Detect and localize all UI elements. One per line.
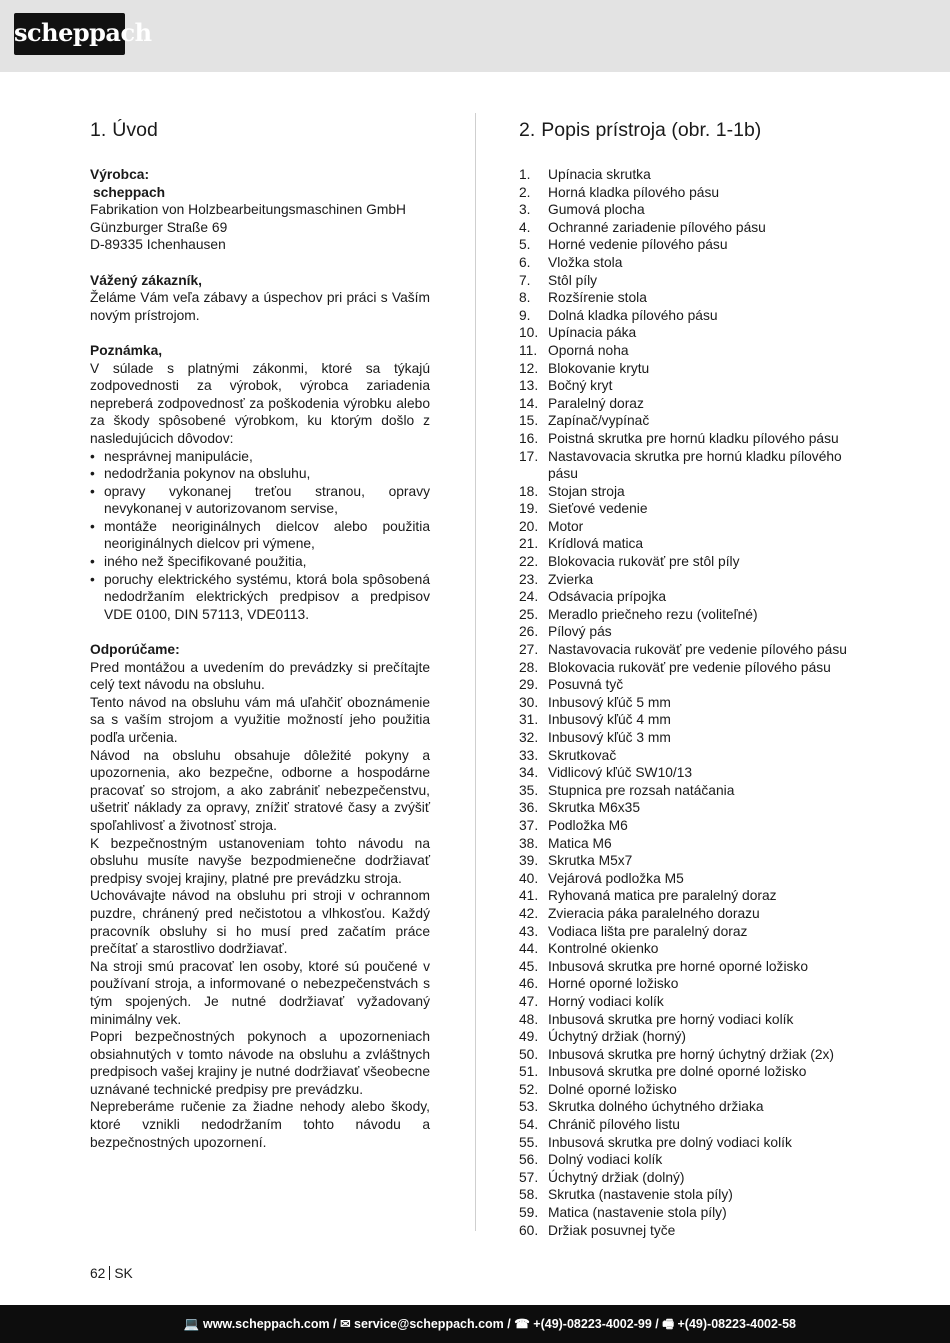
part-number: 45. — [519, 958, 539, 974]
part-number: 20. — [519, 518, 539, 534]
part-number: 37. — [519, 817, 539, 833]
part-name: Inbusová skrutka pre dolné oporné ložisko — [548, 1064, 807, 1080]
recommend-paragraph: Tento návod na obsluhu vám má uľahčiť oboznámenie sa s vaším strojom a využitie možností jeho použitia podľa určenia. — [90, 694, 430, 745]
part-number: 58. — [519, 1187, 539, 1203]
note-bullet-list — [90, 448, 430, 624]
part-number: 21. — [519, 536, 539, 552]
part-name: Inbusový kľúč 5 mm — [548, 694, 671, 710]
computer-icon: 💻 — [183, 1317, 200, 1331]
part-number: 55. — [519, 1134, 539, 1150]
part-number: 28. — [519, 659, 539, 675]
part-name: Dolné oporné ložisko — [548, 1081, 677, 1097]
list-item — [519, 272, 869, 290]
part-name: Blokovacia rukoväť pre stôl píly — [548, 554, 740, 570]
manufacturer-label: Výrobca: — [90, 167, 150, 182]
list-item: • iného než špecifikované použitia, — [90, 553, 430, 571]
part-number: 5. — [519, 237, 531, 253]
part-number: 12. — [519, 360, 539, 376]
section-title-parts: 2. Popis prístroja (obr. 1-1b) — [519, 119, 762, 141]
list-item — [519, 500, 869, 518]
list-item — [519, 307, 869, 325]
part-name: Inbusová skrutka pre horný úchytný držiak (2x) — [548, 1046, 835, 1062]
part-name: Vodiaca lišta pre paralelný doraz — [548, 923, 748, 939]
part-name: Motor — [548, 518, 584, 534]
part-number: 57. — [519, 1169, 539, 1185]
part-number: 54. — [519, 1117, 539, 1133]
part-number: 60. — [519, 1222, 539, 1238]
list-item — [519, 676, 869, 694]
part-number: 39. — [519, 853, 539, 869]
list-item — [519, 835, 869, 853]
part-name: Podložka M6 — [548, 817, 628, 833]
list-item — [519, 1134, 869, 1152]
recommend-paragraph: Nepreberáme ručenie za žiadne nehody alebo škody, ktoré vznikli nedodržaním tohto návodu a bezpečnostných upozornení. — [90, 1099, 430, 1150]
part-number: 15. — [519, 413, 539, 429]
part-name: Stôl píly — [548, 272, 598, 288]
list-item — [519, 711, 869, 729]
list-item — [519, 324, 869, 342]
list-item — [519, 975, 869, 993]
part-number: 41. — [519, 888, 539, 904]
part-number: 18. — [519, 483, 539, 499]
recommend-paragraph: Návod na obsluhu obsahuje dôležité pokyny a upozornenia, ako bezpečne, odborne a hospodárne pracovať so strojom, a ako zabrániť nebezpečenstvu, ušetriť náklady za opravy, znížiť stratové časy a zvýšiť spoľahlivosť a životnosť stroja. — [90, 747, 430, 833]
list-item — [519, 993, 869, 1011]
part-number: 43. — [519, 923, 539, 939]
recommend-paragraph: K bezpečnostným ustanoveniam tohto návodu na obsluhu musíte navyše bezpodmienečne dodržiavať predpisy svojej krajiny, platné pre prevádzku stroja. — [90, 835, 430, 886]
fax-number: +(49)-08223-4002-58 — [677, 1317, 796, 1331]
part-name: Skrutka M5x7 — [548, 853, 633, 869]
part-number: 9. — [519, 307, 531, 323]
list-item: • montáže neoriginálnych dielcov alebo použitia neoriginálnych dielcov pri výmene, — [90, 518, 430, 553]
part-number: 46. — [519, 976, 539, 992]
part-name: Krídlová matica — [548, 536, 644, 552]
part-name: Pílový pás — [548, 624, 612, 640]
part-number: 49. — [519, 1029, 539, 1045]
customer-label: Vážený zákazník, — [90, 272, 202, 288]
part-number: 59. — [519, 1205, 539, 1221]
page-number: 62 SK — [90, 1266, 133, 1281]
part-number: 31. — [519, 712, 539, 728]
list-item — [519, 887, 869, 905]
list-item — [519, 1186, 869, 1204]
part-number: 32. — [519, 730, 539, 745]
part-name: Horná kladka pílového pásu — [548, 184, 720, 200]
part-number: 14. — [519, 395, 539, 411]
list-item — [519, 747, 869, 765]
manufacturer-name: scheppach — [93, 184, 166, 200]
part-name: Oporná noha — [548, 342, 629, 358]
part-number: 30. — [519, 694, 539, 710]
part-name: Nastavovacia rukoväť pre vedenie pílového pásu — [548, 642, 847, 658]
part-name: Meradlo priečneho rezu (voliteľné) — [548, 606, 758, 622]
part-name: Ochranné zariadenie pílového pásu — [548, 219, 766, 235]
part-name: Odsávacia prípojka — [548, 589, 667, 605]
part-name: Vidlicový kľúč SW10/13 — [548, 765, 693, 781]
list-item — [519, 219, 869, 237]
part-number: 51. — [519, 1064, 539, 1080]
list-item — [519, 623, 869, 641]
section-title-intro: 1. Úvod — [90, 119, 158, 141]
part-name: Ryhovaná matica pre paralelný doraz — [548, 888, 777, 904]
list-item — [519, 1063, 869, 1081]
part-name: Skrutka (nastavenie stola píly) — [548, 1187, 733, 1203]
list-item — [519, 588, 869, 606]
part-name: Inbusová skrutka pre horný vodiaci kolík — [548, 1011, 794, 1027]
phone-number: +(49)-08223-4002-99 — [533, 1317, 652, 1331]
part-number: 52. — [519, 1081, 539, 1097]
part-name: Matica (nastavenie stola píly) — [548, 1205, 727, 1221]
list-item — [519, 870, 869, 888]
website-link[interactable]: www.scheppach.com — [202, 1317, 330, 1331]
fax-icon: 🖷 — [662, 1317, 675, 1331]
list-item — [519, 817, 869, 835]
parts-list — [519, 166, 869, 1239]
part-name: Blokovacia rukoväť pre vedenie pílového pásu — [548, 659, 831, 675]
part-name: Poistná skrutka pre hornú kladku pílového pásu — [548, 430, 839, 446]
part-name: Chránič pílového listu — [548, 1117, 680, 1133]
list-item — [519, 659, 869, 677]
part-number: 24. — [519, 589, 539, 605]
part-number: 16. — [519, 430, 539, 446]
part-name: Úchytný držiak (horný) — [548, 1029, 687, 1045]
part-name: Dolná kladka pílového pásu — [548, 307, 718, 323]
list-item — [519, 905, 869, 923]
part-name: Skrutka dolného úchytného držiaka — [548, 1099, 764, 1115]
list-item — [519, 799, 869, 817]
recommend-paragraph: Popri bezpečnostných pokynoch a upozorneniach obsiahnutých v tomto návode na obsluhu a zvláštnych predpisoch vašej krajiny je nutné dodržiavať všeobecne uznávané technické predpisy pre prevádzku. — [90, 1029, 430, 1097]
part-name: Horný vodiaci kolík — [548, 993, 664, 1009]
part-number: 11. — [519, 342, 538, 358]
list-item — [519, 1011, 869, 1029]
list-item — [519, 201, 869, 219]
recommend-paragraph: Na stroji smú pracovať len osoby, ktoré sú poučené v používaní stroja, a informované o nebezpečenstvách s tým spojených. Je nutné dodržiavať vyžadovaný minimálny vek. — [90, 958, 430, 1027]
part-name: Upínacia skrutka — [548, 167, 651, 182]
part-name: Rozšírenie stola — [548, 290, 647, 306]
list-item: • nedodržania pokynov na obsluhu, — [90, 465, 430, 483]
part-number: 35. — [519, 782, 539, 798]
list-item — [519, 1169, 869, 1187]
list-item — [519, 694, 869, 712]
part-number: 10. — [519, 325, 539, 341]
part-number: 8. — [519, 290, 531, 306]
part-name: Inbusový kľúč 3 mm — [548, 730, 671, 745]
part-number: 29. — [519, 677, 539, 693]
list-item — [519, 958, 869, 976]
phone-icon: ☎ — [514, 1317, 530, 1331]
part-number: 1. — [519, 167, 531, 182]
part-number: 47. — [519, 993, 539, 1009]
part-name: Kontrolné okienko — [548, 941, 659, 957]
list-item — [519, 1116, 869, 1134]
list-item — [519, 430, 869, 448]
list-item — [519, 535, 869, 553]
list-item — [519, 923, 869, 941]
part-name: Nastavovacia skrutka pre hornú kladku pílového pásu — [548, 448, 842, 482]
part-number: 44. — [519, 941, 539, 957]
part-name: Zvieracia páka paralelného dorazu — [548, 905, 760, 921]
recommend-paragraph: Pred montážou a uvedením do prevádzky si prečítajte celý text návodu na obsluhu. — [90, 659, 430, 693]
part-name: Matica M6 — [548, 835, 612, 851]
part-name: Gumová plocha — [548, 202, 645, 218]
list-item — [519, 289, 869, 307]
list-item — [519, 1081, 869, 1099]
list-item — [519, 448, 869, 483]
scheppach-logo: scheppach — [14, 13, 125, 55]
list-item — [519, 1222, 869, 1240]
footer-bar: 💻 www.scheppach.com / ✉ service@scheppach.com / ☎ +(49)-08223-4002-99 / 🖷 +(49)-08223-4002-58 — [0, 1305, 950, 1343]
list-item — [519, 1046, 869, 1064]
part-number: 38. — [519, 835, 539, 851]
part-number: 33. — [519, 747, 539, 763]
column-divider — [475, 113, 476, 1231]
part-number: 17. — [519, 448, 539, 464]
part-name: Blokovanie krytu — [548, 360, 650, 376]
part-name: Stojan stroja — [548, 483, 625, 499]
part-name: Zapínač/vypínač — [548, 413, 650, 429]
part-number: 6. — [519, 254, 531, 270]
list-item — [519, 641, 869, 659]
part-name: Horné vedenie pílového pásu — [548, 237, 728, 253]
part-number: 48. — [519, 1011, 539, 1027]
part-name: Bočný kryt — [548, 378, 613, 394]
part-number: 50. — [519, 1046, 539, 1062]
part-name: Vejárová podložka M5 — [548, 870, 684, 886]
manufacturer-company: Fabrikation von Holzbearbeitungsmaschinen GmbH — [90, 202, 406, 218]
list-item — [519, 782, 869, 800]
list-item — [519, 729, 869, 747]
part-name: Zvierka — [548, 571, 594, 587]
list-item — [519, 360, 869, 378]
part-number: 19. — [519, 501, 539, 517]
part-name: Paralelný doraz — [548, 395, 644, 411]
part-name: Dolný vodiaci kolík — [548, 1152, 663, 1168]
list-item — [519, 184, 869, 202]
list-item — [519, 166, 869, 184]
note-label: Poznámka, — [90, 342, 163, 358]
parts-column — [519, 118, 869, 1239]
part-number: 4. — [519, 219, 531, 235]
manufacturer-city: D-89335 Ichenhausen — [90, 237, 226, 253]
part-number: 34. — [519, 765, 539, 781]
part-name: Stupnica pre rozsah natáčania — [548, 782, 735, 798]
part-name: Sieťové vedenie — [548, 501, 648, 517]
part-number: 25. — [519, 606, 539, 622]
part-number: 56. — [519, 1152, 539, 1168]
list-item — [519, 606, 869, 624]
list-item — [519, 342, 869, 360]
part-number: 7. — [519, 272, 531, 288]
part-name: Inbusová skrutka pre dolný vodiaci kolík — [548, 1134, 792, 1150]
part-name: Horné oporné ložisko — [548, 976, 679, 992]
part-name: Upínacia páka — [548, 325, 637, 341]
list-item — [519, 236, 869, 254]
part-number: 42. — [519, 905, 539, 921]
part-name: Inbusový kľúč 4 mm — [548, 712, 671, 728]
part-number: 40. — [519, 870, 539, 886]
list-item — [519, 377, 869, 395]
part-number: 36. — [519, 800, 539, 816]
list-item — [519, 940, 869, 958]
part-name: Skrutka M6x35 — [548, 800, 641, 816]
list-item — [519, 1028, 869, 1046]
note-text: V súlade s platnými zákonmi, ktoré sa týkajú zodpovednosti za výrobok, výrobca zariadenia nepreberá zodpovednosť za poškodenia výrobku alebo za škody spôsobené výrobkom, ku ktorým došlo z nasledujúcich dôvodov: — [90, 360, 430, 446]
part-name: Skrutkovač — [548, 747, 617, 763]
list-item — [519, 518, 869, 536]
email-link[interactable]: service@scheppach.com — [354, 1317, 504, 1331]
recommend-paragraph: Uchovávajte návod na obsluhu pri stroji v ochrannom puzdre, chránený pred nečistotou a vlhkosťou. Každý pracovník obsluhy si ho musí pred začatím práce prečítať a starostlivo dodržiavať. — [90, 888, 430, 957]
list-item — [519, 395, 869, 413]
part-name: Posuvná tyč — [548, 677, 624, 693]
list-item — [519, 483, 869, 501]
list-item: • nesprávnej manipulácie, — [90, 448, 430, 466]
recommend-label: Odporúčame: — [90, 642, 180, 658]
list-item — [519, 254, 869, 272]
list-item — [519, 553, 869, 571]
part-number: 22. — [519, 554, 539, 570]
part-name: Držiak posuvnej tyče — [548, 1222, 676, 1238]
part-number: 27. — [519, 642, 539, 658]
list-item: • poruchy elektrického systému, ktorá bola spôsobená nedodržaním elektrických predpisov a predpisov VDE 0100, DIN 57113, VDE0113. — [90, 571, 430, 624]
part-number: 26. — [519, 624, 539, 640]
customer-text: Želáme Vám veľa zábavy a úspechov pri práci s Vaším novým prístrojom. — [90, 290, 430, 323]
list-item — [519, 1151, 869, 1169]
envelope-icon: ✉ — [340, 1317, 351, 1331]
intro-column — [90, 118, 430, 1151]
list-item — [519, 764, 869, 782]
list-item — [519, 1204, 869, 1222]
header-bar — [0, 0, 950, 72]
part-number: 23. — [519, 571, 539, 587]
part-name: Úchytný držiak (dolný) — [548, 1169, 685, 1185]
list-item — [519, 571, 869, 589]
part-number: 2. — [519, 184, 531, 200]
manufacturer-street: Günzburger Straße 69 — [90, 219, 228, 235]
list-item — [519, 412, 869, 430]
list-item — [519, 852, 869, 870]
part-name: Vložka stola — [548, 254, 623, 270]
list-item — [519, 1098, 869, 1116]
part-number: 13. — [519, 378, 539, 394]
list-item: • opravy vykonanej treťou stranou, opravy nevykonanej v autorizovanom servise, — [90, 483, 430, 518]
part-number: 3. — [519, 202, 531, 218]
part-name: Inbusová skrutka pre horné oporné ložisko — [548, 958, 808, 974]
part-number: 53. — [519, 1099, 539, 1115]
